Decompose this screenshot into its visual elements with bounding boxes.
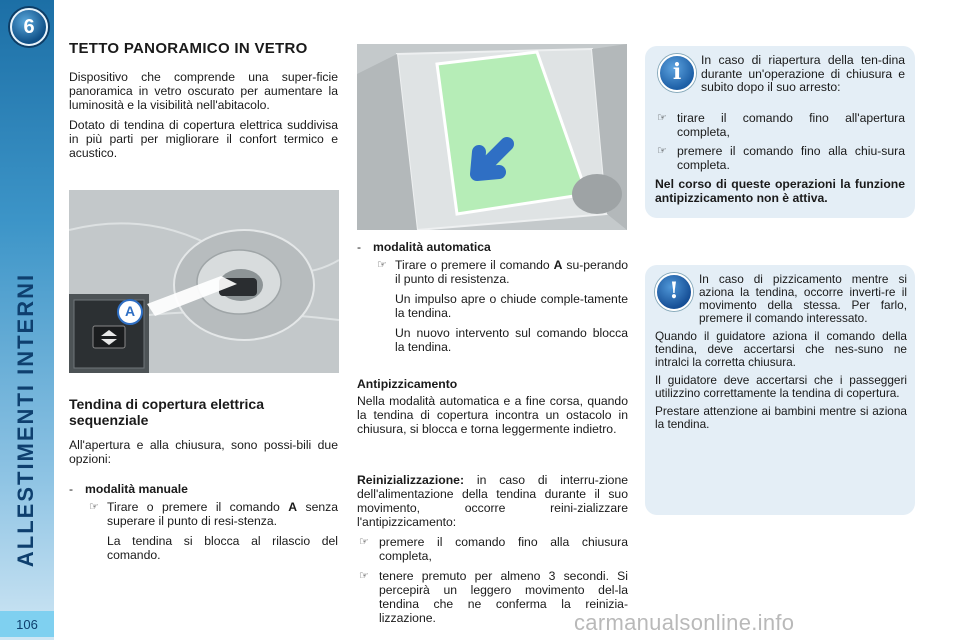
control-a-ref: A — [553, 258, 563, 272]
pointing-hand-icon: ☞ — [89, 501, 99, 513]
info-step — [655, 145, 905, 172]
watermark: carmanualsonline.info — [574, 610, 795, 635]
pointing-hand-icon: ☞ — [359, 570, 369, 582]
automatic-mode-steps — [377, 258, 629, 354]
manual-mode-steps — [89, 500, 338, 562]
automatic-step-text: su-perando il punto di resistenza. — [395, 258, 629, 286]
intro-text — [69, 70, 338, 166]
control-a-label: A — [124, 303, 136, 319]
antipinch-section — [357, 377, 628, 442]
reset-section — [357, 473, 628, 631]
warning-paragraph: Il guidatore deve accertarsi che i passeggeri utilizzino correttamente la tendina di copertura. — [655, 373, 907, 400]
warning-glyph: ! — [669, 278, 679, 305]
automatic-note: Un nuovo intervento sul comando blocca la tendina. — [395, 326, 628, 354]
intro-paragraph: Dotato di tendina di copertura elettrica suddivisa in più parti per migliorare il confort termico e acustico. — [69, 118, 338, 160]
manual-step-text: senza superare il punto di resi-stenza. — [107, 500, 338, 528]
info-glyph: i — [672, 59, 682, 86]
warning-box — [645, 265, 915, 515]
blind-section — [69, 396, 338, 568]
reset-step-text: premere il comando fino alla chiusura completa, — [379, 535, 628, 563]
blind-lead: All'apertura e alla chiusura, sono possi-bili due opzioni: — [69, 438, 338, 466]
manual-mode-label: modalità manuale — [85, 482, 188, 496]
automatic-mode-section — [357, 240, 628, 360]
pointing-hand-icon: ☞ — [359, 536, 369, 548]
info-box — [645, 46, 915, 218]
intro-paragraph: Dispositivo che comprende una super-ficie panoramica in vetro oscurato per aumentare la luminosità e la visibilità nell'abitacolo. — [69, 70, 338, 112]
reset-step — [357, 535, 628, 563]
section-title-text: ALLESTIMENTI INTERNI — [13, 272, 38, 568]
manual-note: La tendina si blocca al rilascio del comando. — [107, 534, 338, 562]
page-title: TETTO PANORAMICO IN VETRO — [69, 40, 308, 57]
chapter-number: 6 — [23, 15, 35, 38]
antipinch-title: Antipizzicamento — [357, 377, 458, 391]
antipinch-text: Nella modalità automatica e a fine corsa, quando la tendina di copertura incontra un ostacolo in chiusura, si blocca e torna leggermente indietro. — [357, 394, 628, 436]
warning-paragraph: Quando il guidatore aziona il comando della tendina, deve accertarsi che nes-suno ne intralci la corretta chiusura. — [655, 329, 907, 369]
blind-section-title: Tendina di copertura elettrica sequenziale — [69, 396, 265, 428]
pointing-hand-icon: ☞ — [377, 259, 387, 271]
automatic-step-text: Tirare o premere il comando — [395, 258, 554, 272]
info-text: In caso di riapertura della ten-dina durante un'operazione di chiusura e subito dopo il suo arresto: — [701, 53, 905, 94]
automatic-note: Un impulso apre o chiude comple-tamente la tendina. — [395, 292, 628, 320]
roof-control-photo — [69, 190, 339, 373]
pointing-hand-icon: ☞ — [657, 145, 667, 157]
info-step — [655, 112, 905, 139]
chapter-badge — [10, 8, 48, 46]
reset-step-text: tenere premuto per almeno 3 secondi. Si percepirà un leggero movimento del-la tendina che ne conferma la reinizia-lizzazione. — [379, 569, 628, 625]
info-step-text: tirare il comando fino all'apertura completa, — [677, 111, 905, 139]
info-icon — [658, 54, 696, 92]
reset-text: in caso di interru-zione dell'alimentazione della tendina durante il suo movimento, occorre reini-zializzare l'antipizzicamento: — [357, 473, 628, 529]
list-dash: - — [69, 482, 74, 496]
pointing-hand-icon: ☞ — [657, 112, 667, 124]
automatic-mode-item — [357, 240, 628, 254]
panoramic-roof-photo — [357, 44, 627, 230]
page-number: 106 — [0, 611, 54, 637]
info-warning: Nel corso di queste operazioni la funzione antipizzicamento non è attiva. — [655, 177, 905, 205]
manual-step-text: Tirare o premere il comando — [107, 500, 289, 514]
manual-mode-item — [69, 482, 338, 496]
reset-title: Reinizializzazione: — [357, 473, 464, 487]
list-dash: - — [357, 240, 362, 254]
roof-control-illustration — [69, 190, 339, 373]
control-a-ref: A — [288, 500, 298, 514]
warning-paragraph: Prestare attenzione ai bambini mentre si aziona la tendina. — [655, 404, 907, 431]
info-step-text: premere il comando fino alla chiu-sura completa. — [677, 144, 905, 172]
warning-paragraph: In caso di pizzicamento mentre si aziona la tendina, occorre inverti-re il movimento della stessa. Per farlo, premere il comando interessato. — [699, 272, 907, 325]
section-title — [2, 240, 50, 600]
automatic-mode-label: modalità automatica — [373, 240, 491, 254]
panoramic-roof-illustration — [357, 44, 627, 230]
